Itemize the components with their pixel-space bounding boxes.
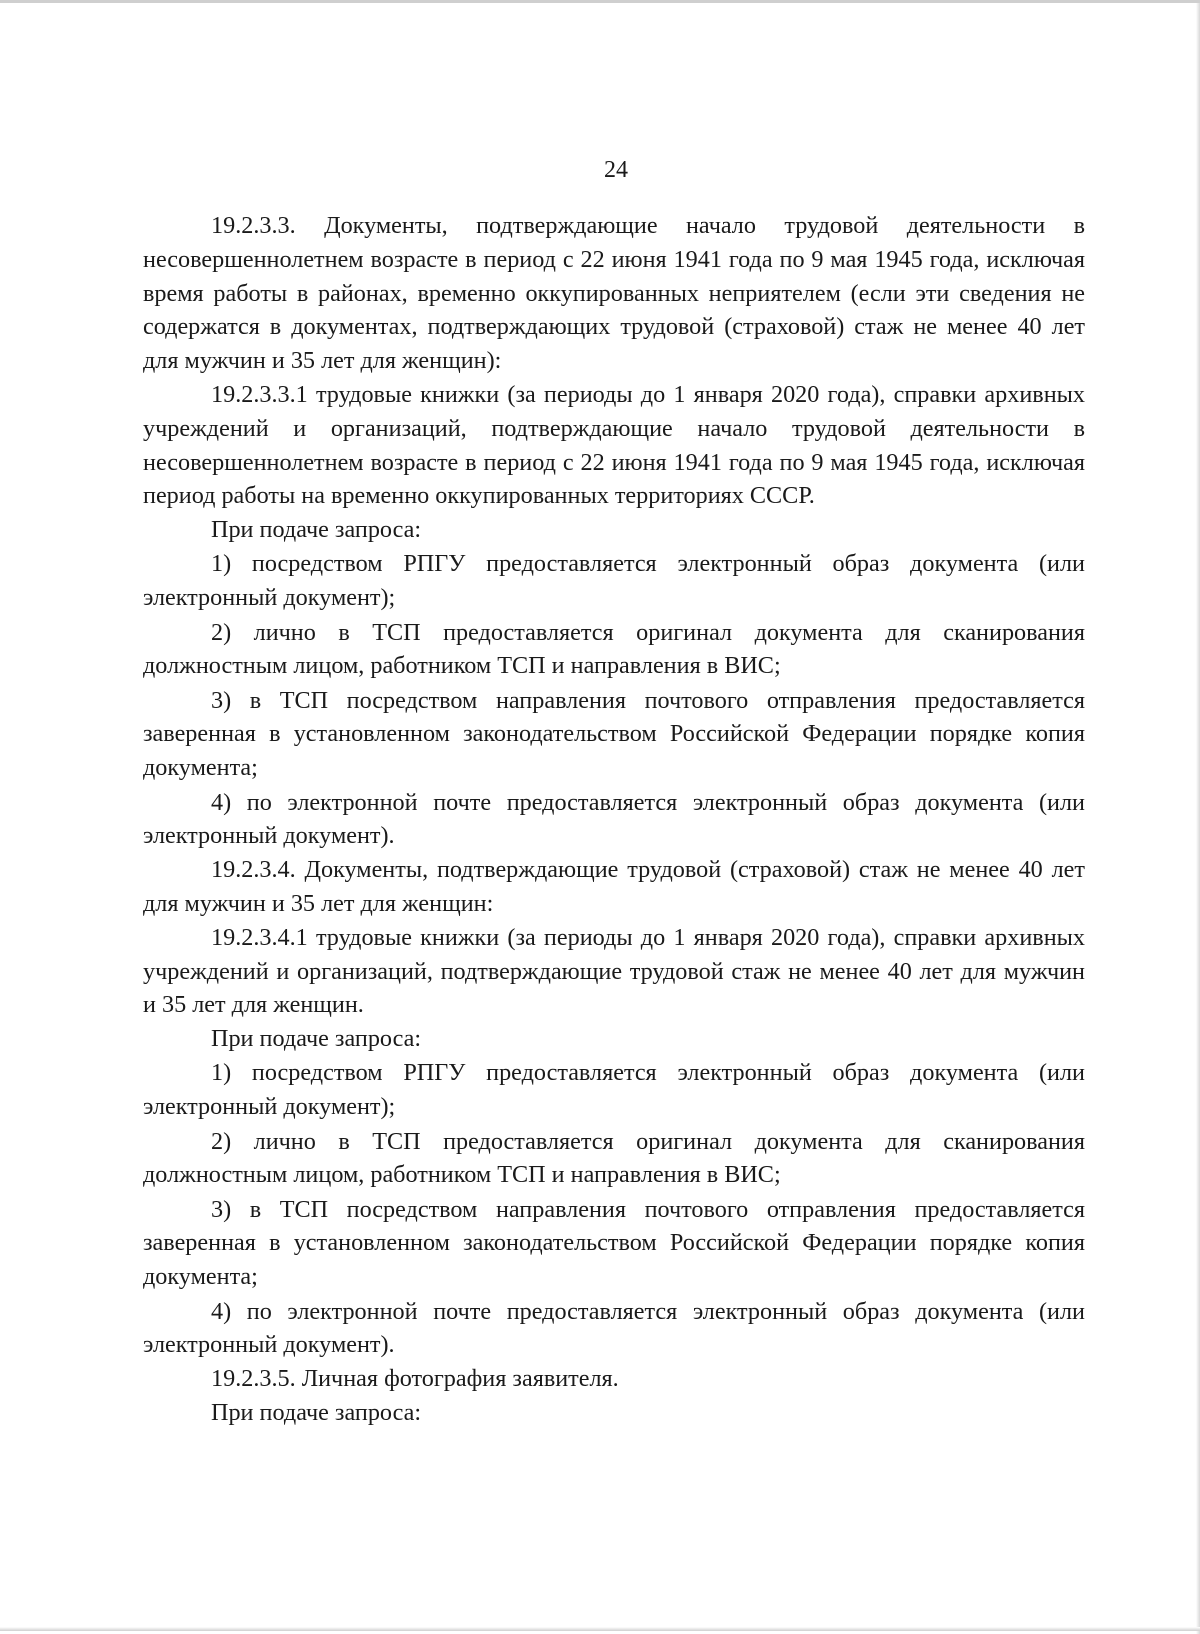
paragraph-request-intro-1: При подаче запроса: bbox=[211, 516, 422, 544]
paragraph-option-3-post: 3) в ТСП посредством направления почтового отправления предоставляется заверенная в установленном законодательством Российской Федерации порядке копия документа; bbox=[143, 686, 1085, 782]
paragraph-option-4-email-2: 4) по электронной почте предоставляется электронный образ документа (или электронный документ). bbox=[143, 1297, 1085, 1359]
paragraph-option-3-post-2: 3) в ТСП посредством направления почтового отправления предоставляется заверенная в установленном законодательством Российской Федерации порядке копия документа; bbox=[143, 1195, 1085, 1291]
paragraph-19-2-3-5: 19.2.3.5. Личная фотография заявителя. bbox=[211, 1365, 619, 1393]
paragraph-request-intro-3: При подаче запроса: bbox=[211, 1398, 422, 1426]
paragraph-option-1-rpgu-2: 1) посредством РПГУ предоставляется электронный образ документа (или электронный документ); bbox=[143, 1059, 1085, 1121]
page-number: 24 bbox=[604, 157, 628, 183]
paragraph-request-intro-2: При подаче запроса: bbox=[211, 1025, 422, 1053]
paragraph-19-2-3-3-1: 19.2.3.3.1 трудовые книжки (за периоды до 1 января 2020 года), справки архивных учреждений и организаций, подтверждающие начало трудовой деятельности в несовершеннолетнем возрасте в период с 22 июня 1941 года по 9 мая 1945 года, исключая период работы на временно оккупированных территориях СССР. bbox=[143, 380, 1085, 510]
document-body bbox=[143, 209, 1085, 1430]
paragraph-option-4-email: 4) по электронной почте предоставляется электронный образ документа (или электронный документ). bbox=[143, 788, 1085, 850]
paragraph-option-1-rpgu: 1) посредством РПГУ предоставляется электронный образ документа (или электронный документ); bbox=[143, 550, 1085, 612]
scan-edge-bottom bbox=[0, 1627, 1200, 1631]
paragraph-19-2-3-4: 19.2.3.4. Документы, подтверждающие трудовой (страховой) стаж не менее 40 лет для мужчин и 35 лет для женщин: bbox=[143, 856, 1085, 917]
paragraph-option-2-personal-2: 2) лично в ТСП предоставляется оригинал документа для сканирования должностным лицом, работником ТСП и направления в ВИС; bbox=[143, 1127, 1085, 1189]
scan-edge-right bbox=[1196, 3, 1200, 1634]
paragraph-19-2-3-3: 19.2.3.3. Документы, подтверждающие начало трудовой деятельности в несовершеннолетнем возрасте в период с 22 июня 1941 года по 9 мая 1945 года, исключая время работы в районах, временно оккупированных неприятелем (если эти сведения не содержатся в документах, подтверждающих трудовой (страховой) стаж не менее 40 лет для мужчин и 35 лет для женщин): bbox=[143, 212, 1085, 375]
paragraph-option-2-personal: 2) лично в ТСП предоставляется оригинал документа для сканирования должностным лицом, работником ТСП и направления в ВИС; bbox=[143, 618, 1085, 680]
paragraph-19-2-3-4-1: 19.2.3.4.1 трудовые книжки (за периоды до 1 января 2020 года), справки архивных учреждений и организаций, подтверждающие трудовой стаж не менее 40 лет для мужчин и 35 лет для женщин. bbox=[143, 923, 1085, 1019]
